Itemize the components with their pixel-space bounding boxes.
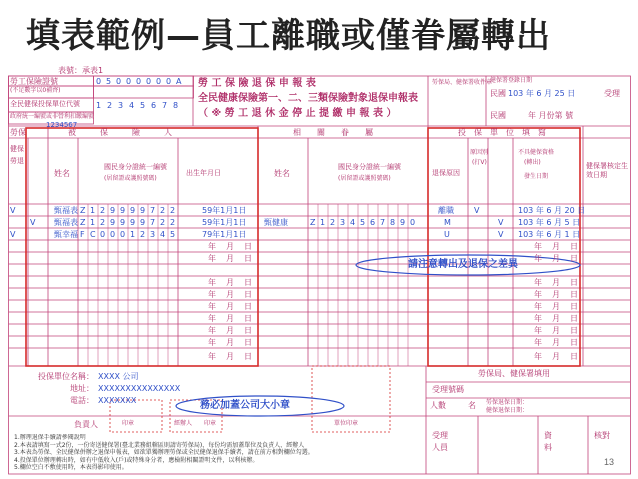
digit: 9 xyxy=(110,218,116,227)
registration-date: 103 年 6 月 25 日 xyxy=(508,89,576,98)
empty-day: 日 xyxy=(244,302,252,311)
digit: 0 xyxy=(126,77,132,86)
digit: 8 xyxy=(390,218,396,227)
empty-day: 日 xyxy=(244,254,252,263)
review-header: 健保署核定生效日期 xyxy=(586,162,628,180)
labor-leave-date-label: 勞保退保日期： xyxy=(486,399,529,406)
slide-title-text: 填表範例—員工離職或僅眷屬轉出 xyxy=(26,16,551,56)
empty-month: 月 xyxy=(226,290,234,299)
empty-day-r: 日 xyxy=(570,290,578,299)
empty-year: 年 xyxy=(208,302,216,311)
data-label: 資料 xyxy=(544,431,552,452)
digit: 1 xyxy=(130,230,136,239)
empty-year-r: 年 xyxy=(534,338,542,347)
empty-year: 年 xyxy=(208,338,216,347)
id-col-sub: (居留證或護照號碼) xyxy=(104,175,157,182)
insured-header: 被 保 險 人 xyxy=(68,128,172,137)
row3-out-date: 103 年 6 月 1 日 xyxy=(518,230,581,239)
empty-day: 日 xyxy=(244,290,252,299)
empty-year: 年 xyxy=(208,254,216,263)
manager-seal-label: 印章 xyxy=(204,420,217,427)
digit: 9 xyxy=(130,206,136,215)
empty-year: 年 xyxy=(208,352,216,361)
digit: 0 xyxy=(110,230,116,239)
empty-year-r: 年 xyxy=(534,314,542,323)
branch-label: 受理 xyxy=(604,89,620,98)
note-2: 2.本表請填寫一式2份，一份寄送健保署(臺北業務組轄區則請寄勞保局)，每份均需加蓋單位及負責人、經辦人 xyxy=(14,441,305,449)
note-3: 3.本表為勞保、全民健保併辦之退保申報表，如欲單獨辦理勞保或全民健保退保手續者，請在前方相對欄位勾選。 xyxy=(14,449,314,456)
digit: 2 xyxy=(140,230,146,239)
unit-name-label: 投保單位名稱： xyxy=(38,372,94,381)
digit: 0 xyxy=(116,77,122,86)
digit: A xyxy=(176,77,182,86)
digit: 2 xyxy=(330,218,336,227)
row2-check: V xyxy=(498,218,504,227)
empty-month-r: 月 xyxy=(552,242,560,251)
empty-day-r: 日 xyxy=(570,326,578,335)
address-label: 地址： xyxy=(70,384,94,393)
owner-label: 負責人 xyxy=(74,420,98,429)
handler-label: 受理人員 xyxy=(432,431,448,452)
empty-month: 月 xyxy=(226,242,234,251)
dep-id-col-label: 國民身分證統一編號 xyxy=(338,163,401,171)
form-code: 表號：承表1 xyxy=(58,66,104,75)
digit: 9 xyxy=(120,218,126,227)
empty-month: 月 xyxy=(226,278,234,287)
row1-out-date: 103 年 6 月 20 日 xyxy=(518,206,586,215)
empty-month: 月 xyxy=(226,326,234,335)
empty-month-r: 月 xyxy=(552,254,560,263)
notes-block xyxy=(14,434,424,472)
empty-year: 年 xyxy=(208,314,216,323)
labor-code-sub: (不足數字以0補齊) xyxy=(10,87,61,94)
id-col-label: 國民身分證統一編號 xyxy=(104,163,167,171)
digit: 2 xyxy=(160,218,166,227)
digit: 2 xyxy=(107,101,113,110)
row1-name: 甄福表 xyxy=(54,206,78,215)
address-value: XXXXXXXXXXXXXXX xyxy=(98,384,181,393)
unit-name-value: XXXX 公司 xyxy=(98,372,139,381)
gov-id-value: 1234567 xyxy=(46,121,78,129)
digit: 0 xyxy=(156,77,162,86)
empty-year-r: 年 xyxy=(534,278,542,287)
digit: 5 xyxy=(360,218,366,227)
accept-no-label: 受理號碼 xyxy=(432,385,464,394)
phone-value: XXXXXXX xyxy=(98,396,137,405)
digit: 3 xyxy=(150,230,156,239)
health-code-label: 全民健保投保單位代號 xyxy=(10,100,80,108)
serial-label: 年 月份第 號 xyxy=(528,111,574,120)
digit: 9 xyxy=(130,218,136,227)
digit: 2 xyxy=(100,206,106,215)
digit: 0 xyxy=(136,77,142,86)
digit: 0 xyxy=(410,218,416,227)
empty-year-r: 年 xyxy=(534,254,542,263)
digit: 2 xyxy=(170,218,176,227)
row1-birth: 59年1月1日 xyxy=(202,206,247,215)
empty-year-r: 年 xyxy=(534,352,542,361)
empty-month: 月 xyxy=(226,352,234,361)
person-count-label: 人數 xyxy=(430,401,446,410)
empty-month-r: 月 xyxy=(552,352,560,361)
digit: 5 xyxy=(106,77,112,86)
labor-code-label: 勞工保險證號 xyxy=(10,77,58,86)
pension-col-label: 勞退 xyxy=(10,157,24,165)
empty-year: 年 xyxy=(208,290,216,299)
disability-sub: (轉出) xyxy=(524,159,541,166)
row3-birth: 79年1月1日 xyxy=(202,230,247,239)
empty-day: 日 xyxy=(244,242,252,251)
digit: F xyxy=(80,230,85,239)
empty-day-r: 日 xyxy=(570,242,578,251)
empty-month-r: 月 xyxy=(552,278,560,287)
row2-health-mark: V xyxy=(30,218,36,227)
digit: 7 xyxy=(150,218,156,227)
row1-reason: 離職 xyxy=(438,206,454,215)
dependents-header: 相 關 眷 屬 xyxy=(293,128,373,137)
birth-col-label: 出生年月日 xyxy=(186,169,221,177)
empty-year-r: 年 xyxy=(534,302,542,311)
empty-month-r: 月 xyxy=(552,326,560,335)
digit: 3 xyxy=(118,101,124,110)
empty-day-r: 日 xyxy=(570,338,578,347)
empty-month-r: 月 xyxy=(552,338,560,347)
empty-day-r: 日 xyxy=(570,254,578,263)
empty-month: 月 xyxy=(226,314,234,323)
gov-id-label: 政府統一編號或非營利扣繳編號 xyxy=(10,113,95,120)
empty-month-r: 月 xyxy=(552,302,560,311)
reason-code-sub: (打V) xyxy=(472,159,487,166)
digit: 7 xyxy=(162,101,168,110)
empty-month: 月 xyxy=(226,254,234,263)
empty-day: 日 xyxy=(244,326,252,335)
receiver-label: 勞保局、健保署收件章 xyxy=(432,79,493,86)
digit: 9 xyxy=(140,206,146,215)
health-col-label: 健保 xyxy=(10,145,24,153)
insurance-withdrawal-form xyxy=(8,66,632,476)
digit: 2 xyxy=(170,206,176,215)
digit: 5 xyxy=(140,101,146,110)
digit: 2 xyxy=(160,206,166,215)
digit: 5 xyxy=(170,230,176,239)
manager-label: 經辦人 xyxy=(174,420,193,427)
digit: C xyxy=(90,230,96,239)
roc-label-2: 民國 xyxy=(490,111,506,120)
digit: Z xyxy=(80,206,86,215)
digit: 1 xyxy=(90,206,96,215)
digit: 9 xyxy=(120,206,126,215)
slide-title xyxy=(0,0,638,58)
dep-id-col-sub: (居留證或護照號碼) xyxy=(338,175,391,182)
registration-label: 健保署登錄日期 xyxy=(490,77,533,84)
digit: 7 xyxy=(380,218,386,227)
owner-seal-label: 印章 xyxy=(122,420,135,427)
note-1: 1.辦理退保手續請參閱說明 xyxy=(14,434,86,441)
roc-label: 民國 xyxy=(490,89,506,98)
person-unit: 名 xyxy=(468,401,476,410)
empty-month-r: 月 xyxy=(552,290,560,299)
note-4: 4.投保單位辦理轉出時，如有中低收入(戶)或特殊身分者，應檢附相關證明文件，以利核辦。 xyxy=(14,456,259,464)
unit-fill-header: 投 保 單 位 填 寫 xyxy=(458,128,546,137)
row2-out-date: 103 年 6 月 5 日 xyxy=(518,218,581,227)
empty-day: 日 xyxy=(244,278,252,287)
form-title-line-1: 勞 工 保 險 退 保 申 報 表 xyxy=(198,78,316,89)
digit: 0 xyxy=(100,230,106,239)
digit: 6 xyxy=(370,218,376,227)
empty-year-r: 年 xyxy=(534,242,542,251)
stamp-callout: 務必加蓋公司大小章 xyxy=(200,400,290,411)
form-title-line-2: 全民健康保險第一、二、三類保險對象退保申報表 xyxy=(198,93,418,104)
row2-name: 甄福表 xyxy=(54,218,78,227)
empty-day: 日 xyxy=(244,352,252,361)
empty-year: 年 xyxy=(208,242,216,251)
digit: 3 xyxy=(340,218,346,227)
row2-dep-name: 甄健康 xyxy=(264,218,288,227)
empty-year: 年 xyxy=(208,326,216,335)
empty-day-r: 日 xyxy=(570,278,578,287)
digit: 9 xyxy=(110,206,116,215)
empty-year-r: 年 xyxy=(534,326,542,335)
digit: 9 xyxy=(400,218,406,227)
unit-seal-label: 單位印章 xyxy=(334,420,359,427)
empty-day-r: 日 xyxy=(570,302,578,311)
empty-month-r: 月 xyxy=(552,314,560,323)
digit: 0 xyxy=(96,77,102,86)
empty-year: 年 xyxy=(208,278,216,287)
digit: 8 xyxy=(173,101,179,110)
form-title-line-3: （ ※ 勞 工 退 休 金 停 止 提 繳 申 報 表 ） xyxy=(198,108,397,119)
row3-labor-mark: V xyxy=(10,230,16,239)
digit: Z xyxy=(80,218,86,227)
empty-day: 日 xyxy=(244,338,252,347)
digit: 0 xyxy=(120,230,126,239)
health-leave-date-label: 健保退保日期： xyxy=(486,407,529,414)
row3-check: V xyxy=(498,230,504,239)
digit: 0 xyxy=(146,77,152,86)
check-label: 核對 xyxy=(594,431,610,440)
name-col-label: 姓名 xyxy=(54,169,70,178)
row3-name: 甄幸福 xyxy=(54,230,78,239)
digit: 1 xyxy=(320,218,326,227)
disability-label: 不具健保資格 xyxy=(518,149,555,156)
digit: Z xyxy=(310,218,316,227)
empty-month: 月 xyxy=(226,338,234,347)
digit: 4 xyxy=(350,218,356,227)
digit: 4 xyxy=(160,230,166,239)
row2-reason: M xyxy=(444,218,451,227)
row2-birth: 59年1月1日 xyxy=(202,218,247,227)
row3-reason: U xyxy=(444,230,450,239)
labor-col-label: 勞保 xyxy=(10,128,26,137)
digit: 1 xyxy=(90,218,96,227)
dep-name-col-label: 姓名 xyxy=(274,169,290,178)
empty-year-r: 年 xyxy=(534,290,542,299)
digit: 7 xyxy=(150,206,156,215)
empty-day: 日 xyxy=(244,314,252,323)
row1-labor-mark: V xyxy=(10,206,16,215)
office-use-label: 勞保局、健保署填用 xyxy=(478,369,550,378)
digit: 9 xyxy=(140,218,146,227)
note-5: 5.欄位空白不敷使用時，本表得影印使用。 xyxy=(14,464,128,471)
phone-label: 電話： xyxy=(70,396,94,405)
slide-number: 13 xyxy=(603,457,614,467)
digit: 1 xyxy=(96,101,102,110)
digit: 4 xyxy=(129,101,135,110)
empty-month: 月 xyxy=(226,302,234,311)
empty-day-r: 日 xyxy=(570,314,578,323)
empty-day-r: 日 xyxy=(570,352,578,361)
leave-date-label: 發生日期 xyxy=(524,173,549,180)
reason-code-label: 原因別 xyxy=(470,149,489,156)
reason-col-label: 退保原因 xyxy=(432,169,460,177)
digit: 2 xyxy=(100,218,106,227)
digit: 0 xyxy=(166,77,172,86)
transfer-callout: 請注意轉出及退保之差異 xyxy=(408,259,518,270)
digit: 6 xyxy=(151,101,157,110)
row1-check: V xyxy=(474,206,480,215)
